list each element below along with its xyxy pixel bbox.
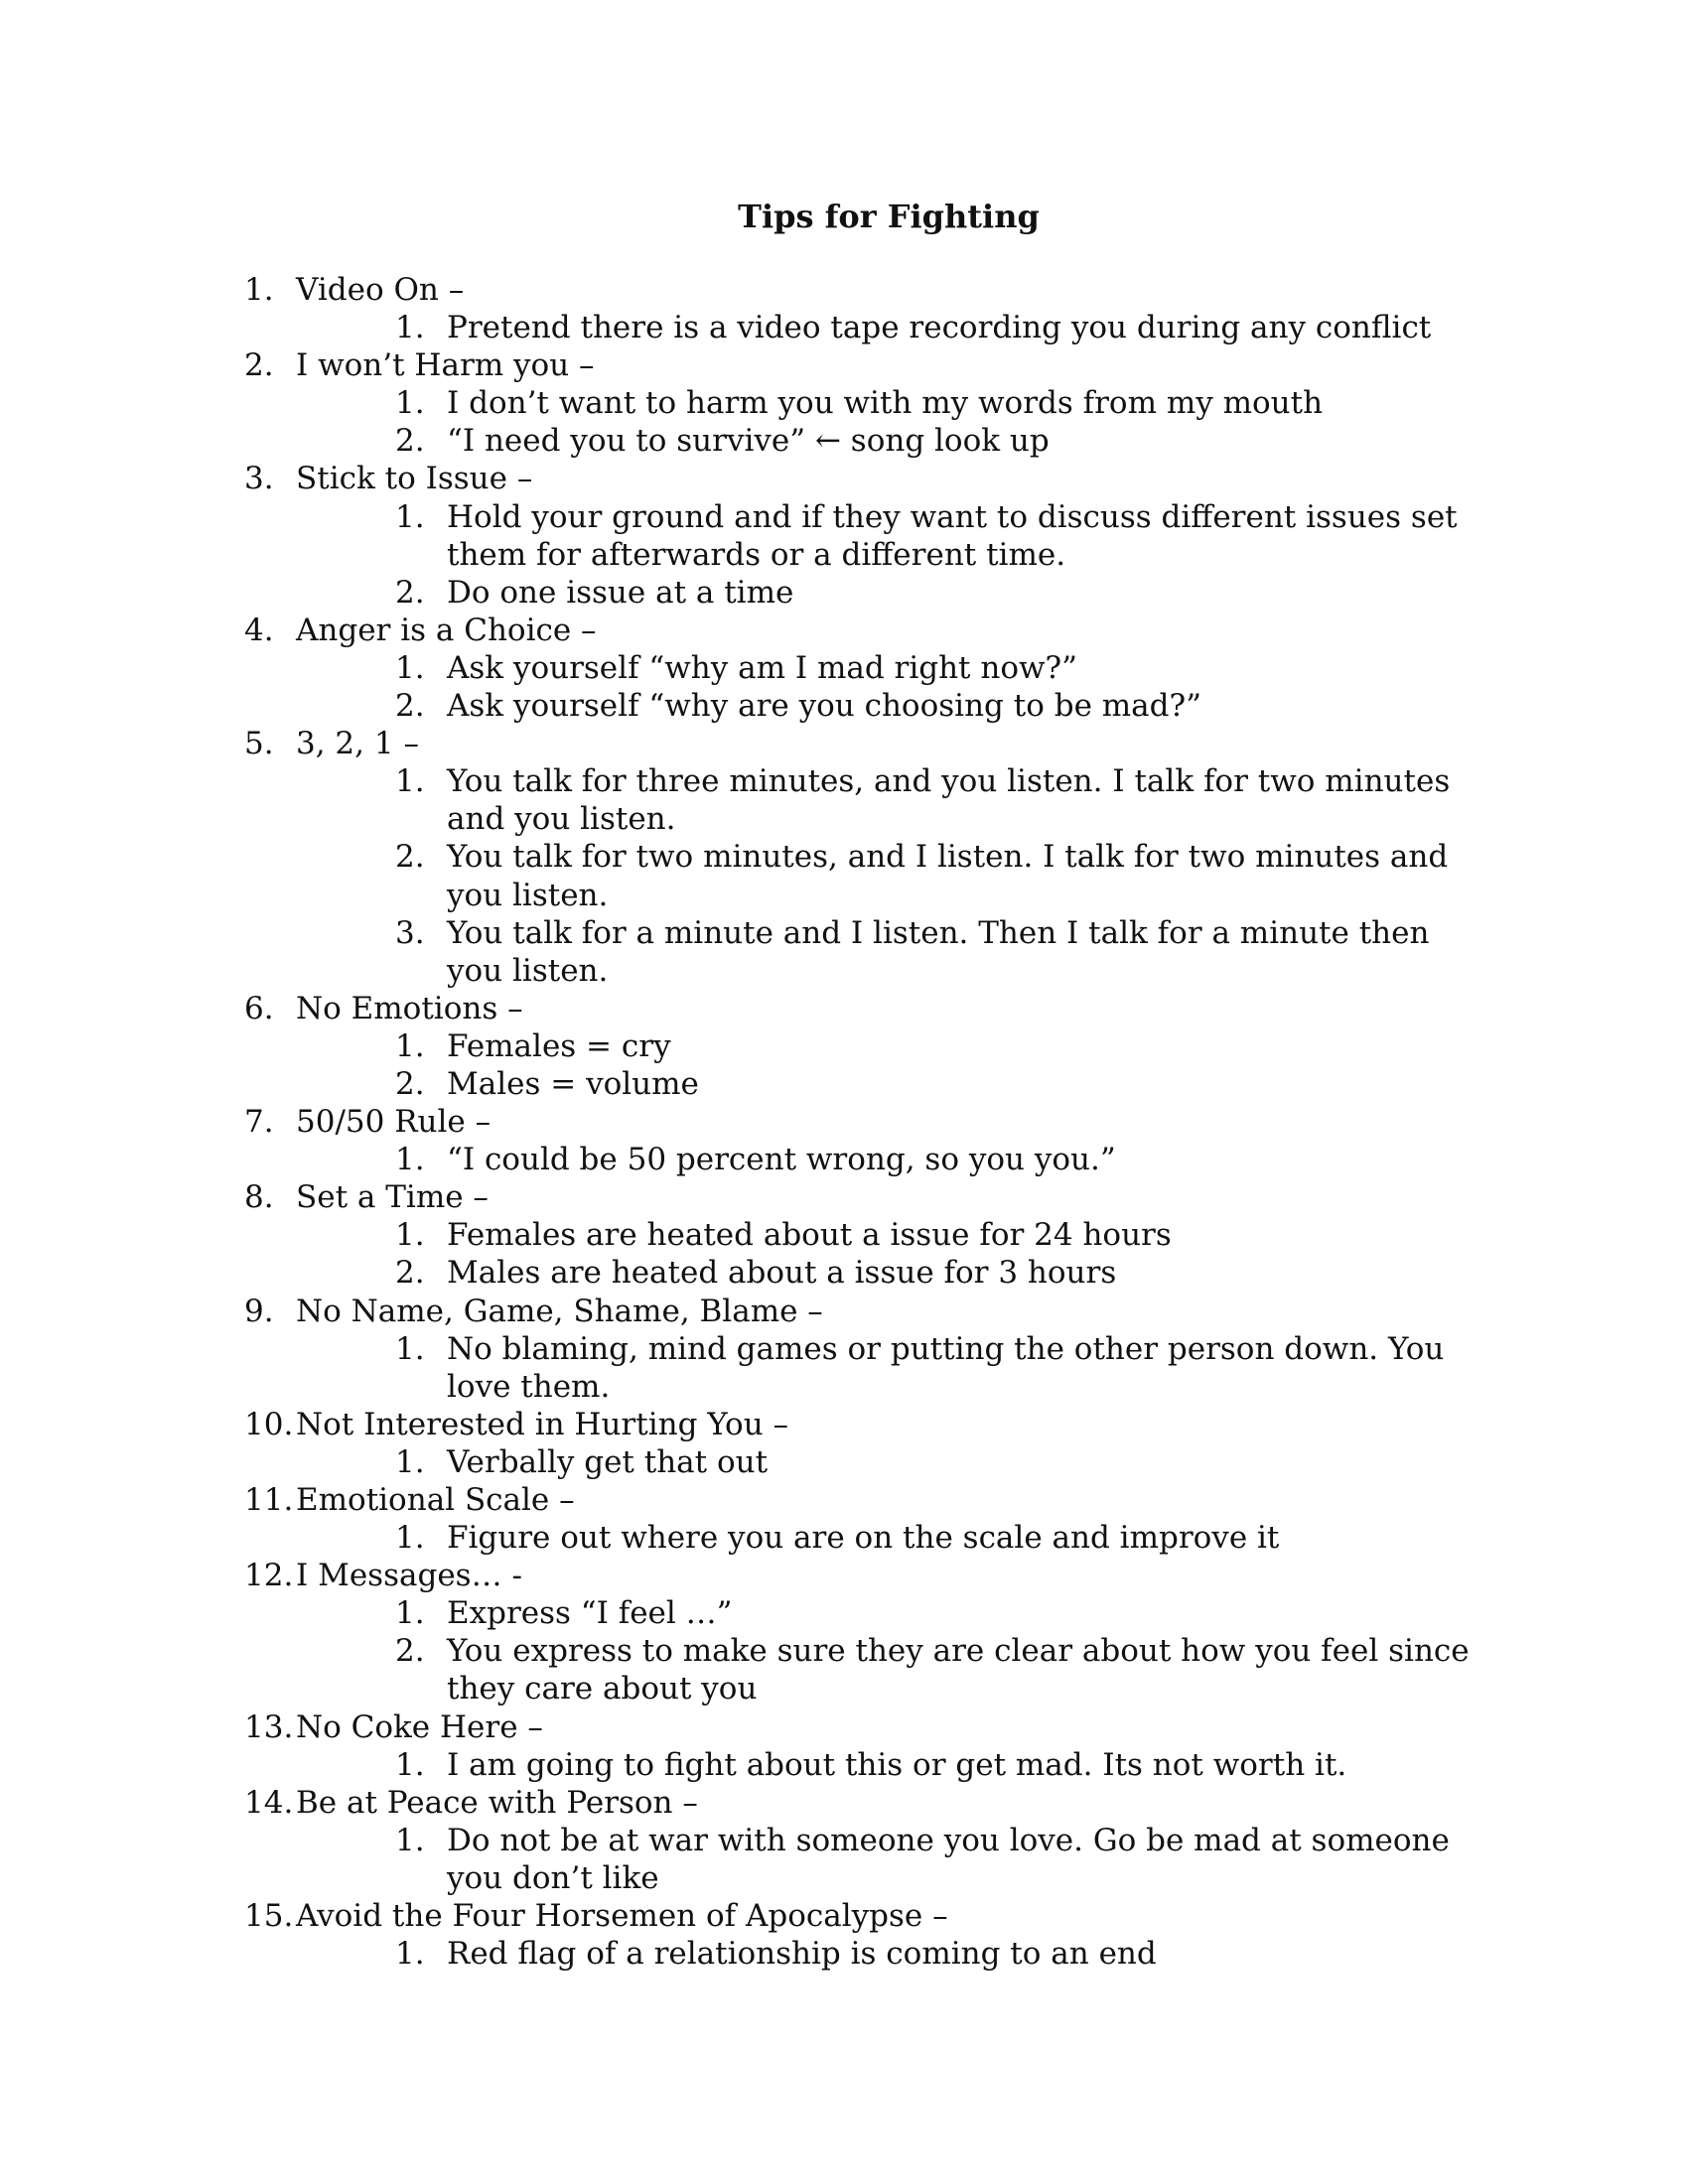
sub-list-item-number: 2.: [395, 1255, 425, 1292]
sub-list-item-number: 1.: [395, 1217, 425, 1254]
sub-list-item-number: 1.: [395, 498, 425, 535]
list-item-number: 6.: [244, 990, 274, 1026]
list-item-number: 13.: [244, 1708, 294, 1745]
sub-list-item-text: Males = volume: [447, 1065, 699, 1102]
list-item-heading: Set a Time –: [296, 1179, 489, 1216]
sub-list-item: [395, 1594, 1485, 1632]
sub-list-item-number: 2.: [395, 1633, 425, 1670]
sub-list-item: [395, 1519, 1485, 1557]
sub-list-item: [395, 1443, 1485, 1481]
list-item: [244, 460, 1485, 611]
sub-list-item-text: Pretend there is a video tape recording you during any conflict: [447, 310, 1432, 346]
list-item-heading: I Messages… -: [296, 1558, 522, 1594]
sub-list-item: [395, 1632, 1485, 1707]
sub-list-item-text: I don’t want to harm you with my words from my mouth: [447, 385, 1324, 422]
list-item: [244, 1784, 1485, 1897]
sub-list: [296, 1330, 1485, 1406]
list-item-number: 7.: [244, 1104, 274, 1141]
sub-list-item-number: 2.: [395, 1065, 425, 1102]
sub-list: [296, 1822, 1485, 1897]
sub-list: [296, 309, 1485, 346]
list-item-number: 1.: [244, 272, 274, 308]
list-item-heading: 3, 2, 1 –: [296, 726, 419, 762]
sub-list-item: [395, 422, 1485, 460]
sub-list-item-text: Ask yourself “why am I mad right now?”: [447, 649, 1078, 686]
sub-list-item-text: Figure out where you are on the scale and improve it: [447, 1520, 1280, 1557]
tips-list: [244, 271, 1485, 1973]
sub-list-item-text: No blaming, mind games or putting the other person down. You love them.: [447, 1330, 1445, 1405]
sub-list: [296, 498, 1485, 612]
page-title: Tips for Fighting: [738, 198, 1040, 235]
sub-list-item-number: 1.: [395, 1027, 425, 1064]
sub-list-item-number: 1.: [395, 385, 425, 422]
sub-list: [296, 384, 1485, 460]
list-item-heading: Video On –: [296, 272, 465, 308]
sub-list: [296, 1746, 1485, 1784]
sub-list-item-number: 2.: [395, 423, 425, 460]
sub-list-item-text: Red flag of a relationship is coming to an end: [447, 1936, 1157, 1973]
list-item-number: 9.: [244, 1293, 274, 1329]
list-item-heading: 50/50 Rule –: [296, 1104, 492, 1141]
list-item: [244, 271, 1485, 346]
sub-list-item: [395, 1935, 1485, 1973]
sub-list-item-text: You talk for a minute and I listen. Then I talk for a minute then you listen.: [447, 914, 1430, 989]
sub-list-item: [395, 1746, 1485, 1784]
sub-list-item: [395, 762, 1485, 838]
sub-list-item-number: 1.: [395, 1936, 425, 1973]
sub-list-item-number: 1.: [395, 763, 425, 800]
sub-list-item: [395, 1330, 1485, 1406]
sub-list-item: [395, 1065, 1485, 1103]
list-item: [244, 1708, 1485, 1784]
list-item-heading: No Coke Here –: [296, 1708, 543, 1745]
sub-list: [296, 1935, 1485, 1973]
list-item-heading: I won’t Harm you –: [296, 347, 595, 384]
sub-list: [296, 1216, 1485, 1292]
sub-list-item-text: You talk for three minutes, and you listen. I talk for two minutes and you listen.: [447, 763, 1451, 838]
sub-list-item-number: 1.: [395, 1142, 425, 1178]
sub-list: [296, 1443, 1485, 1481]
sub-list-item-number: 1.: [395, 649, 425, 686]
sub-list-item: [395, 574, 1485, 612]
list-item-number: 12.: [244, 1558, 294, 1594]
list-item-heading: No Emotions –: [296, 990, 523, 1026]
sub-list-item-text: Females = cry: [447, 1027, 671, 1064]
list-item-number: 11.: [244, 1482, 294, 1518]
sub-list-item: [395, 309, 1485, 346]
list-item-heading: Not Interested in Hurting You –: [296, 1406, 789, 1442]
sub-list-item-text: I am going to fight about this or get mad. Its not worth it.: [447, 1746, 1347, 1783]
sub-list-item-text: Do one issue at a time: [447, 574, 794, 611]
list-item-heading: Avoid the Four Horsemen of Apocalypse –: [296, 1898, 948, 1935]
sub-list: [296, 1141, 1485, 1178]
sub-list-item-number: 1.: [395, 1822, 425, 1858]
sub-list-item-number: 1.: [395, 1330, 425, 1367]
sub-list-item-text: Males are heated about a issue for 3 hours: [447, 1255, 1117, 1292]
sub-list: [296, 649, 1485, 725]
sub-list-item-number: 2.: [395, 574, 425, 611]
list-item-number: 15.: [244, 1898, 294, 1935]
sub-list-item-number: 1.: [395, 310, 425, 346]
list-item: [244, 612, 1485, 725]
sub-list-item-number: 2.: [395, 688, 425, 725]
list-item: [244, 1481, 1485, 1557]
sub-list-item: [395, 649, 1485, 687]
list-item: [244, 1557, 1485, 1707]
sub-list-item-text: “I need you to survive” ← song look up: [447, 423, 1050, 460]
sub-list-item: [395, 1254, 1485, 1292]
sub-list-item-text: Hold your ground and if they want to discuss different issues set them for afterwards or a different time.: [447, 498, 1458, 573]
sub-list-item: [395, 1822, 1485, 1897]
list-item-heading: No Name, Game, Shame, Blame –: [296, 1293, 823, 1329]
list-item: [244, 1897, 1485, 1973]
sub-list-item-number: 2.: [395, 839, 425, 876]
sub-list-item: [395, 1141, 1485, 1178]
sub-list-item-number: 1.: [395, 1595, 425, 1632]
sub-list-item-text: Verbally get that out: [447, 1443, 769, 1480]
sub-list-item-number: 1.: [395, 1520, 425, 1557]
sub-list-item: [395, 384, 1485, 422]
sub-list-item-text: Express “I feel …”: [447, 1595, 733, 1632]
list-item-heading: Anger is a Choice –: [296, 612, 597, 648]
sub-list: [296, 1594, 1485, 1707]
sub-list: [296, 1027, 1485, 1103]
sub-list-item: [395, 498, 1485, 574]
sub-list-item-text: Females are heated about a issue for 24 hours: [447, 1217, 1172, 1254]
sub-list-item-number: 3.: [395, 914, 425, 951]
list-item-heading: Emotional Scale –: [296, 1482, 575, 1518]
sub-list-item-text: Ask yourself “why are you choosing to be mad?”: [447, 688, 1201, 725]
list-item-number: 8.: [244, 1179, 274, 1216]
list-item: [244, 1103, 1485, 1178]
sub-list-item-text: Do not be at war with someone you love. Go be mad at someone you don’t like: [447, 1822, 1450, 1896]
list-item-number: 5.: [244, 726, 274, 762]
list-item-heading: Stick to Issue –: [296, 461, 533, 497]
sub-list: [296, 1519, 1485, 1557]
sub-list-item-text: You express to make sure they are clear about how you feel since they care about you: [447, 1633, 1470, 1707]
sub-list-item: [395, 838, 1485, 913]
sub-list-item-text: You talk for two minutes, and I listen. I talk for two minutes and you listen.: [447, 839, 1449, 913]
list-item-number: 3.: [244, 461, 274, 497]
sub-list-item: [395, 1216, 1485, 1254]
list-item: [244, 1178, 1485, 1292]
list-item-heading: Be at Peace with Person –: [296, 1784, 698, 1821]
list-item: [244, 1293, 1485, 1406]
sub-list-item-number: 1.: [395, 1746, 425, 1783]
list-item: [244, 725, 1485, 990]
list-item-number: 2.: [244, 347, 274, 384]
sub-list-item: [395, 1027, 1485, 1065]
sub-list-item: [395, 914, 1485, 990]
sub-list-item: [395, 687, 1485, 725]
list-item-number: 10.: [244, 1406, 294, 1442]
list-item-number: 14.: [244, 1784, 294, 1821]
list-item: [244, 990, 1485, 1103]
sub-list-item-number: 1.: [395, 1443, 425, 1480]
list-item: [244, 346, 1485, 460]
list-item-number: 4.: [244, 612, 274, 648]
sub-list: [296, 762, 1485, 990]
list-item: [244, 1406, 1485, 1481]
sub-list-item-text: “I could be 50 percent wrong, so you you.”: [447, 1142, 1116, 1178]
